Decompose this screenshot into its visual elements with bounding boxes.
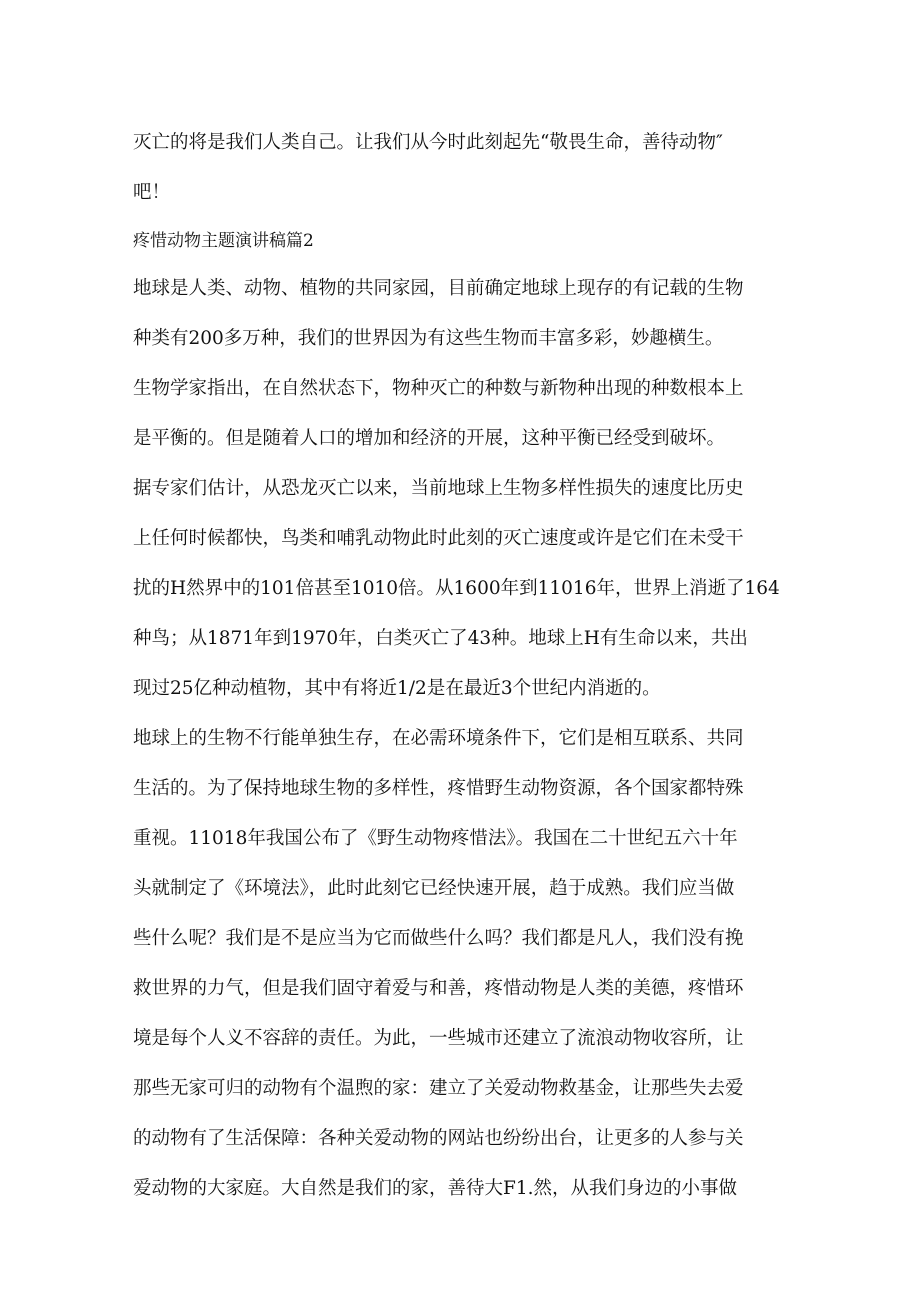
text-line: 生活的。为了保持地球生物的多样性，疼惜野生动物资源，各个国家都特殊 [133, 778, 744, 799]
text-line: 扰的H然界中的101倍甚至1010倍。从1600年到11016年，世界上消逝了164 [133, 578, 780, 599]
text-line: 头就制定了《环境法》，此时此刻它已经快速开展，趋于成熟。我们应当做 [133, 878, 735, 899]
text-line: 境是每个人义不容辞的责任。为此，一些城市还建立了流浪动物收容所，让 [133, 1028, 744, 1049]
text-line: 是平衡的。但是随着人口的增加和经济的开展，这种平衡已经受到破坏。 [133, 428, 726, 449]
text-line: 重视。11018年我国公布了《野生动物疼惜法》。我国在二十世纪五六十年 [133, 828, 738, 849]
text-line: 吧！ [133, 182, 171, 203]
text-line: 救世界的力气，但是我们固守着爱与和善，疼惜动物是人类的美德，疼惜环 [133, 978, 744, 999]
text-line: 那些无家可归的动物有个温煦的家：建立了关爱动物救基金，让那些失去爱 [133, 1078, 744, 1099]
text-line: 地球上的生物不行能单独生存，在必需环境条件下，它们是相互联系、共同 [133, 728, 744, 749]
text-line: 种鸟；从1871年到1970年，白类灭亡了43种。地球上H有生命以来，共出 [133, 628, 748, 649]
text-line: 现过25亿种动植物，其中有将近1/2是在最近3个世纪内消逝的。 [133, 678, 661, 699]
document-body [133, 118, 798, 1214]
text-line: 据专家们估计，从恐龙灭亡以来，当前地球上生物多样性损失的速度比历史 [133, 478, 744, 499]
text-line: 灭亡的将是我们人类自己。让我们从今时此刻起先“敬畏生命，善待动物″ [133, 132, 723, 153]
text-line: 生物学家指出，在自然状态下，物种灭亡的种数与新物种出现的种数根本上 [133, 378, 744, 399]
text-line: 些什么呢？我们是不是应当为它而做些什么吗？我们都是凡人，我们没有挽 [133, 928, 744, 949]
text-line: 爱动物的大家庭。大自然是我们的家，善待大F1.然，从我们身边的小事做 [133, 1178, 737, 1199]
text-line: 地球是人类、动物、植物的共同家园，目前确定地球上现存的有记载的生物 [133, 278, 744, 299]
text-line: 种类有200多万种，我们的世界因为有这些生物而丰富多彩，妙趣横生。 [133, 328, 724, 349]
text-line: 的动物有了生活保障：各种关爱动物的网站也纷纷出台，让更多的人参与关 [133, 1128, 744, 1149]
section-heading: 疼惜动物主题演讲稿篇2 [133, 231, 314, 251]
text-line: 上任何时候都快，鸟类和哺乳动物此时此刻的灭亡速度或许是它们在未受干 [133, 528, 744, 549]
